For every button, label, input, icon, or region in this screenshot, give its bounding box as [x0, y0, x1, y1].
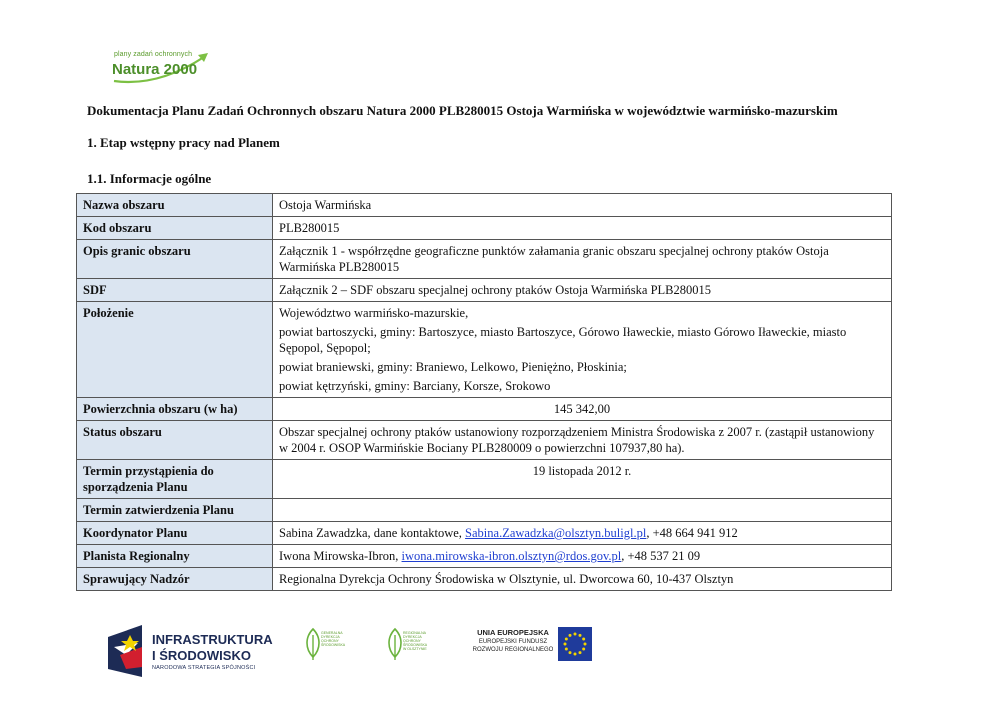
natura-2000-logo: [108, 49, 212, 89]
row-label: Sprawujący Nadzór: [77, 568, 273, 591]
leaf-icon: [387, 627, 403, 661]
eu-title: UNIA EUROPEJSKA: [477, 628, 549, 637]
row-label: Nazwa obszaru: [77, 194, 273, 217]
section-heading-1-1: 1.1. Informacje ogólne: [87, 171, 212, 186]
row-value: Załącznik 2 – SDF obszaru specjalnej ochrony ptaków Ostoja Warmińska PLB280015: [273, 279, 892, 302]
table-row: [77, 279, 892, 302]
row-label: Termin zatwierdzenia Planu: [77, 499, 273, 522]
is-title-line2: I ŚRODOWISKO: [152, 648, 251, 663]
eu-star: [579, 651, 582, 654]
section-heading-1: 1. Etap wstępny pracy nad Planem: [87, 135, 280, 150]
eu-star: [565, 648, 568, 651]
eu-star: [584, 643, 587, 646]
rdos-text: REGIONALNA DYREKCJA OCHRONY ŚRODOWISKA W OLSZTYNIE: [403, 631, 428, 651]
table-row: [77, 460, 892, 499]
logo-name: Natura 2000: [112, 61, 198, 78]
eu-flag-icon: [558, 627, 592, 661]
eu-star: [582, 638, 585, 641]
eu-fund-line2: ROZWOJU REGIONALNEGO: [472, 647, 554, 653]
table-row: [77, 421, 892, 460]
row-label: Planista Regionalny: [77, 545, 273, 568]
row-value: Regionalna Dyrekcja Ochrony Środowiska w Olsztynie, ul. Dworcowa 60, 10-437 Olsztyn: [273, 568, 892, 591]
coordinator-name: Sabina Zawadzka, dane kontaktowe,: [279, 526, 466, 540]
eu-star: [574, 653, 577, 656]
table-row: [77, 217, 892, 240]
leaf-icon: [305, 627, 321, 661]
row-value: 145 342,00: [273, 398, 892, 421]
coordinator-email-link[interactable]: Sabina.Zawadzka@olsztyn.buligl.pl: [465, 526, 647, 540]
table-row: [77, 398, 892, 421]
general-info-table: [76, 193, 892, 591]
footer-logos: [0, 617, 992, 677]
row-label: Opis granic obszaru: [77, 240, 273, 279]
location-line: powiat kętrzyński, gminy: Barciany, Korsze, Srokowo: [279, 379, 551, 393]
is-title-line1: INFRASTRUKTURA: [152, 632, 273, 647]
eu-star: [582, 648, 585, 651]
row-value: Załącznik 1 - współrzędne geograficzne punktów załamania granic obszaru specjalnej ochrony ptaków Ostoja Warmińska PLB280015: [273, 240, 892, 279]
row-value: 19 listopada 2012 r.: [273, 460, 892, 499]
gdos-text: GENERALNA DYREKCJA OCHRONY ŚRODOWISKA: [321, 631, 346, 647]
row-label: Powierzchnia obszaru (w ha): [77, 398, 273, 421]
is-subtitle: NARODOWA STRATEGIA SPÓJNOŚCI: [152, 665, 256, 671]
row-label: Położenie: [77, 302, 273, 398]
eu-star: [574, 633, 577, 636]
eu-text-block: [457, 627, 569, 654]
gdos-logo: [305, 627, 346, 666]
table-row: [77, 545, 892, 568]
location-line: powiat bartoszycki, gminy: Bartoszyce, miasto Bartoszyce, Górowo Iławeckie, miasto Górowo Iławeckie, miasto Sępopol, Sępopol;: [279, 325, 847, 355]
rdos-logo: [387, 627, 428, 666]
eu-fund-line1: EUROPEJSKI FUNDUSZ: [478, 639, 548, 645]
eu-star: [564, 643, 567, 646]
row-label: Kod obszaru: [77, 217, 273, 240]
row-label: Koordynator Planu: [77, 522, 273, 545]
table-row: [77, 302, 892, 398]
table-row: [77, 568, 892, 591]
row-label: Status obszaru: [77, 421, 273, 460]
table-row: [77, 194, 892, 217]
infrastruktura-logo: [108, 625, 273, 682]
eu-star: [579, 634, 582, 637]
row-value: [273, 545, 892, 568]
document-title: Dokumentacja Planu Zadań Ochronnych obszaru Natura 2000 PLB280015 Ostoja Warmińska w województwie warmińsko-mazurskim: [87, 103, 838, 118]
table-row: [77, 522, 892, 545]
planner-email-link[interactable]: iwona.mirowska-ibron.olsztyn@rdos.gov.pl: [401, 549, 622, 563]
row-value: Ostoja Warmińska: [273, 194, 892, 217]
planner-phone: , +48 537 21 09: [621, 549, 701, 563]
location-line: powiat braniewski, gminy: Braniewo, Lelkowo, Pieniężno, Płoskinia;: [279, 360, 627, 374]
row-label: SDF: [77, 279, 273, 302]
eu-star: [569, 634, 572, 637]
row-value: [273, 302, 892, 398]
star-flag-icon: [108, 625, 150, 677]
table-row: [77, 499, 892, 522]
eu-star: [565, 638, 568, 641]
row-value: Obszar specjalnej ochrony ptaków ustanowiony rozporządzeniem Ministra Środowiska z 2007 r. (zastąpił ustanowiony w 2004 r. OSOP Warmińskie Bociany PLB280009 o powierzchni 107937,80 ha).: [273, 421, 892, 460]
row-label: Termin przystąpienia do sporządzenia Planu: [77, 460, 273, 499]
planner-name: Iwona Mirowska-Ibron,: [279, 549, 402, 563]
row-value: [273, 499, 892, 522]
coordinator-phone: , +48 664 941 912: [646, 526, 738, 540]
row-value: PLB280015: [273, 217, 892, 240]
row-value: [273, 522, 892, 545]
location-line: Województwo warmińsko-mazurskie,: [279, 306, 469, 320]
logo-subtitle: plany zadań ochronnych: [114, 51, 193, 58]
eu-star: [569, 651, 572, 654]
table-row: [77, 240, 892, 279]
